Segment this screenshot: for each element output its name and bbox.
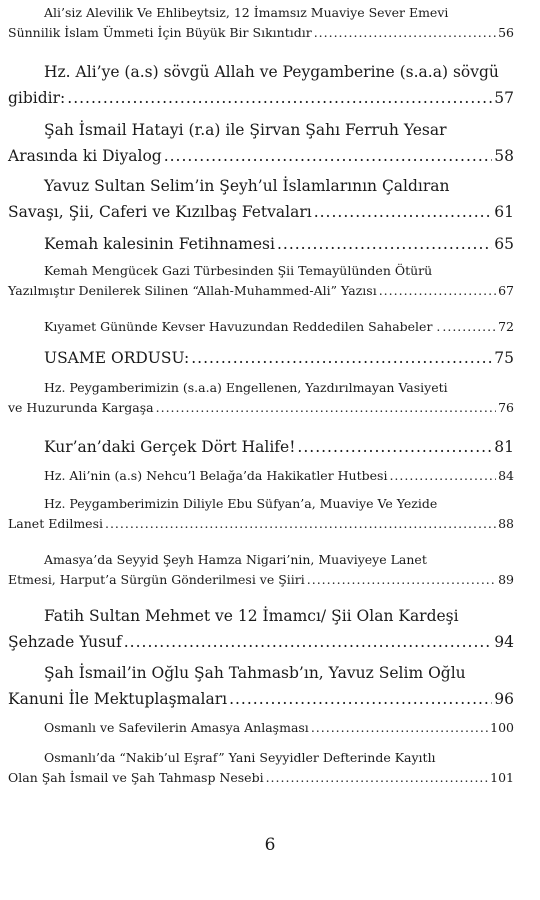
toc-entry-line: [8, 345, 514, 371]
toc-entry-title: Olan Şah İsmail ve Şah Tahmasp Nesebi: [8, 770, 264, 785]
toc-entry-line: [8, 231, 514, 257]
dot-leader: [307, 570, 496, 590]
toc-entry-line: [8, 173, 514, 199]
toc-entry-page: 76: [498, 400, 514, 415]
toc-entry-line: [8, 718, 514, 738]
toc-entry-title: Osmanlı ve Safevilerin Amasya Anlaşması: [44, 720, 309, 735]
toc-entry-line: [8, 23, 514, 43]
dot-leader: [191, 345, 492, 371]
toc-entry-title: Yazılmıştır Denilerek Silinen “Allah-Muhammed-Ali” Yazısı: [8, 283, 377, 298]
toc-entry-page: 72: [498, 319, 514, 334]
toc-entry-line: [8, 317, 514, 337]
toc-entry-title: Yavuz Sultan Selim’in Şeyh’ul İslamlarının Çaldıran: [44, 177, 450, 195]
toc-entry-line: [8, 603, 514, 629]
toc-entry-line: [8, 660, 514, 686]
toc-entry-line: [8, 748, 514, 768]
toc-entry-title: Şehzade Yusuf: [8, 633, 122, 651]
toc-entry-title: Kıyamet Gününde Kevser Havuzundan Reddedilen Sahabeler .: [44, 319, 441, 334]
toc-entry[interactable]: [8, 231, 514, 257]
toc-entry-page: 56: [498, 25, 514, 40]
toc-entry-title: Kemah Mengücek Gazi Türbesinden Şii Temayülünden Ötürü: [44, 263, 433, 278]
dot-leader: [311, 718, 488, 738]
toc-entry-page: 58: [494, 147, 514, 165]
toc-entry-line: [8, 117, 514, 143]
dot-leader: [389, 466, 496, 486]
dot-leader: [164, 143, 493, 169]
toc-entry-line: [8, 494, 514, 514]
toc-entry-title: Sünnilik İslam Ümmeti İçin Büyük Bir Sıkıntıdır: [8, 25, 312, 40]
toc-entry-page: 61: [494, 203, 514, 221]
toc-entry-line: [8, 261, 514, 281]
toc-entry[interactable]: [8, 434, 514, 460]
toc-entry-page: 94: [494, 633, 514, 651]
toc-entry[interactable]: [8, 466, 514, 486]
toc-entry-title: Osmanlı’da “Nakib’ul Eşraf” Yani Seyyidler Defterinde Kayıtlı: [44, 750, 436, 765]
dot-leader: [105, 514, 496, 534]
toc-entry-title: Savaşı, Şii, Caferi ve Kızılbaş Fetvaları: [8, 203, 312, 221]
toc-entry-line: [8, 199, 514, 225]
toc-entry-line: [8, 570, 514, 590]
toc-entry-title: Hz. Peygamberimizin Diliyle Ebu Süfyan’a, Muaviye Ve Yezide: [44, 496, 438, 511]
toc-entry-line: [8, 143, 514, 169]
toc-entry-line: [8, 686, 514, 712]
toc-entry-title: Hz. Ali’ye (a.s) sövgü Allah ve Peygamberine (s.a.a) sövgü: [44, 63, 499, 81]
toc-entry-title: Amasya’da Seyyid Şeyh Hamza Nigari’nin, Muaviyeye Lanet: [44, 552, 427, 567]
toc-entry[interactable]: [8, 59, 514, 111]
toc-entry-title: Şah İsmail Hatayi (r.a) ile Şirvan Şahı Ferruh Yesar: [44, 121, 447, 139]
dot-leader: [229, 686, 492, 712]
toc-entry[interactable]: [8, 603, 514, 655]
toc-entry-title: USAME ORDUSU:: [44, 349, 190, 367]
toc-entry-line: [8, 629, 514, 655]
toc-entry-page: 101: [490, 770, 514, 785]
toc-entry-title: Hz. Peygamberimizin (s.a.a) Engellenen, Yazdırılmayan Vasiyeti: [44, 380, 448, 395]
toc-entry-page: 100: [490, 720, 514, 735]
toc-entry-line: [8, 281, 514, 301]
toc-entry-title: Şah İsmail’in Oğlu Şah Tahmasb’ın, Yavuz Selim Oğlu: [44, 664, 466, 682]
toc-entry[interactable]: [8, 261, 514, 301]
toc-entry-page: 75: [494, 349, 514, 367]
dot-leader: [379, 281, 496, 301]
toc-entry-line: [8, 378, 514, 398]
toc-entry[interactable]: [8, 378, 514, 418]
toc-entry-line: [8, 434, 514, 460]
toc-entry-page: 57: [494, 89, 514, 107]
dot-leader: [442, 317, 496, 337]
toc-entry-page: 84: [498, 468, 514, 483]
toc-entry-title: Hz. Ali’nin (a.s) Nehcu’l Belağa’da Hakikatler Hutbesi: [44, 468, 388, 483]
toc-entry-title: ve Huzurunda Kargaşa: [8, 400, 154, 415]
toc-entry-line: [8, 85, 514, 111]
toc-entry[interactable]: [8, 345, 514, 371]
toc-entry-line: [8, 550, 514, 570]
toc-entry-page: 89: [498, 572, 514, 587]
toc-entry-line: [8, 3, 514, 23]
toc-entry-title: Lanet Edilmesi: [8, 516, 103, 531]
page-number: 6: [264, 835, 276, 855]
dot-leader: [124, 629, 493, 655]
toc-entry[interactable]: [8, 748, 514, 788]
dot-leader: [156, 398, 496, 418]
toc-entry-line: [8, 768, 514, 788]
toc-entry-title: Fatih Sultan Mehmet ve 12 İmamcı/ Şii Olan Kardeşi: [44, 607, 459, 625]
toc-entry-line: [8, 466, 514, 486]
toc-entry-title: Kemah kalesinin Fetihnamesi: [44, 235, 275, 253]
toc-entry[interactable]: [8, 660, 514, 712]
toc-entry[interactable]: [8, 494, 514, 534]
dot-leader: [277, 231, 492, 257]
toc-entry-title: gibidir:: [8, 89, 66, 107]
toc-entry-page: 67: [498, 283, 514, 298]
toc-entry[interactable]: [8, 718, 514, 738]
dot-leader: [67, 85, 492, 111]
toc-entry-line: [8, 59, 514, 85]
toc-entry-page: 81: [494, 438, 514, 456]
dot-leader: [314, 23, 496, 43]
dot-leader: [266, 768, 489, 788]
toc-entry-line: [8, 398, 514, 418]
toc-entry-title: Kanuni İle Mektuplaşmaları: [8, 690, 228, 708]
dot-leader: [314, 199, 493, 225]
toc-entry[interactable]: [8, 117, 514, 169]
toc-entry[interactable]: [8, 550, 514, 590]
toc-entry-page: 88: [498, 516, 514, 531]
toc-entry-page: 65: [494, 235, 514, 253]
toc-entry[interactable]: [8, 3, 514, 43]
toc-entry-page: 96: [494, 690, 514, 708]
dot-leader: [297, 434, 492, 460]
toc-entry-line: [8, 514, 514, 534]
toc-entry-title: Ali’siz Alevilik Ve Ehlibeytsiz, 12 İmamsız Muaviye Sever Emevi: [44, 5, 449, 20]
toc-entry[interactable]: [8, 317, 514, 337]
toc-entry-title: Arasında ki Diyalog: [8, 147, 162, 165]
toc-entry[interactable]: [8, 173, 514, 225]
toc-entry-title: Etmesi, Harput’a Sürgün Gönderilmesi ve Şiiri: [8, 572, 305, 587]
toc-entry-title: Kur’an’daki Gerçek Dört Halife!: [44, 438, 296, 456]
